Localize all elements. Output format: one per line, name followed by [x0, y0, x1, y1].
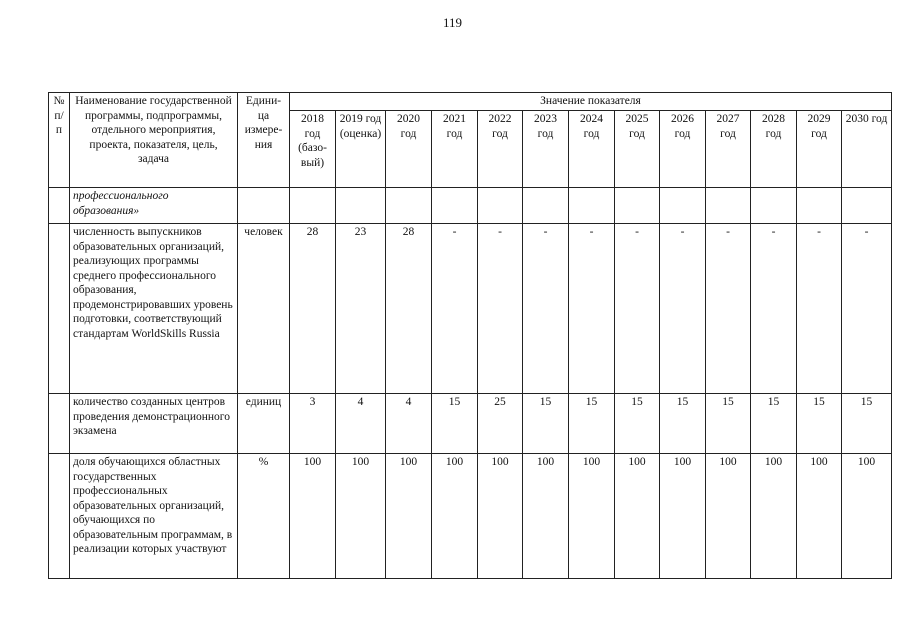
- row-unit: единиц: [238, 394, 290, 454]
- row-value: 100: [432, 454, 478, 579]
- table-body: [49, 188, 892, 579]
- header-year: 2022 год: [478, 111, 523, 188]
- header-year: 2024 год: [569, 111, 615, 188]
- row-value: [660, 188, 706, 224]
- row-num: [49, 454, 70, 579]
- row-unit: %: [238, 454, 290, 579]
- row-value: 3: [290, 394, 336, 454]
- row-value: 15: [751, 394, 797, 454]
- row-value: -: [797, 224, 842, 394]
- header-name: Наименование государственной программы, подпрограммы, отдельного мероприятия, проекта, показателя, цель, задача: [70, 93, 238, 188]
- table-row: [49, 188, 892, 224]
- row-value: [569, 188, 615, 224]
- row-name: численность выпускников образовательных организаций, реализующих программы среднего профессионального образования, продемонстрировавших уровень подготовки, соответствующий стандартам WorldSkills Russia: [70, 224, 238, 394]
- page-number: 119: [442, 15, 463, 30]
- row-value: [523, 188, 569, 224]
- row-value: 100: [797, 454, 842, 579]
- row-value: 15: [432, 394, 478, 454]
- row-value: -: [478, 224, 523, 394]
- row-name: профессионального образования»: [70, 188, 238, 224]
- row-value: 15: [797, 394, 842, 454]
- indicator-table: [48, 92, 892, 579]
- row-value: 100: [336, 454, 386, 579]
- row-value: 15: [523, 394, 569, 454]
- row-value: -: [615, 224, 660, 394]
- row-value: 100: [842, 454, 892, 579]
- row-value: -: [523, 224, 569, 394]
- row-value: 25: [478, 394, 523, 454]
- row-value: -: [660, 224, 706, 394]
- row-value: 100: [615, 454, 660, 579]
- row-value: 15: [842, 394, 892, 454]
- header-year: 2026 год: [660, 111, 706, 188]
- row-value: 4: [336, 394, 386, 454]
- header-year: 2028 год: [751, 111, 797, 188]
- row-value: [478, 188, 523, 224]
- header-unit: Едини-ца измере-ния: [238, 93, 290, 188]
- row-value: -: [432, 224, 478, 394]
- row-value: 100: [660, 454, 706, 579]
- row-value: [751, 188, 797, 224]
- row-value: [706, 188, 751, 224]
- row-value: 15: [569, 394, 615, 454]
- table-row: [49, 394, 892, 454]
- row-num: [49, 394, 70, 454]
- row-value: -: [842, 224, 892, 394]
- table-row: [49, 224, 892, 394]
- row-value: 15: [706, 394, 751, 454]
- header-year: 2030 год: [842, 111, 892, 188]
- row-value: 100: [290, 454, 336, 579]
- row-value: 100: [386, 454, 432, 579]
- header-year: 2018 год (базо-вый): [290, 111, 336, 188]
- row-value: 100: [523, 454, 569, 579]
- table-row: [49, 454, 892, 579]
- row-value: 100: [751, 454, 797, 579]
- row-value: 23: [336, 224, 386, 394]
- header-year: 2019 год (оценка): [336, 111, 386, 188]
- row-value: [290, 188, 336, 224]
- row-value: [797, 188, 842, 224]
- row-name: количество созданных центров проведения демонстрационного экзамена: [70, 394, 238, 454]
- row-value: -: [751, 224, 797, 394]
- header-year: 2020 год: [386, 111, 432, 188]
- row-value: [336, 188, 386, 224]
- row-value: 28: [386, 224, 432, 394]
- row-value: [615, 188, 660, 224]
- row-value: -: [706, 224, 751, 394]
- header-year: 2023 год: [523, 111, 569, 188]
- row-value: [432, 188, 478, 224]
- row-value: [386, 188, 432, 224]
- row-num: [49, 224, 70, 394]
- header-year: 2027 год: [706, 111, 751, 188]
- row-unit: [238, 188, 290, 224]
- row-value: 4: [386, 394, 432, 454]
- row-value: 15: [660, 394, 706, 454]
- row-value: 100: [569, 454, 615, 579]
- row-value: [842, 188, 892, 224]
- header-num: № п/п: [49, 93, 70, 188]
- row-value: 100: [706, 454, 751, 579]
- row-num: [49, 188, 70, 224]
- row-name: доля обучающихся областных государственных профессиональных образовательных организаций, обучающихся по образовательным программам, в реализации которых участвуют: [70, 454, 238, 579]
- header-year: 2021 год: [432, 111, 478, 188]
- row-value: 100: [478, 454, 523, 579]
- header-year: 2029 год: [797, 111, 842, 188]
- header-year: 2025 год: [615, 111, 660, 188]
- row-unit: человек: [238, 224, 290, 394]
- row-value: 15: [615, 394, 660, 454]
- header-value-group: Значение показателя: [290, 93, 892, 111]
- row-value: -: [569, 224, 615, 394]
- row-value: 28: [290, 224, 336, 394]
